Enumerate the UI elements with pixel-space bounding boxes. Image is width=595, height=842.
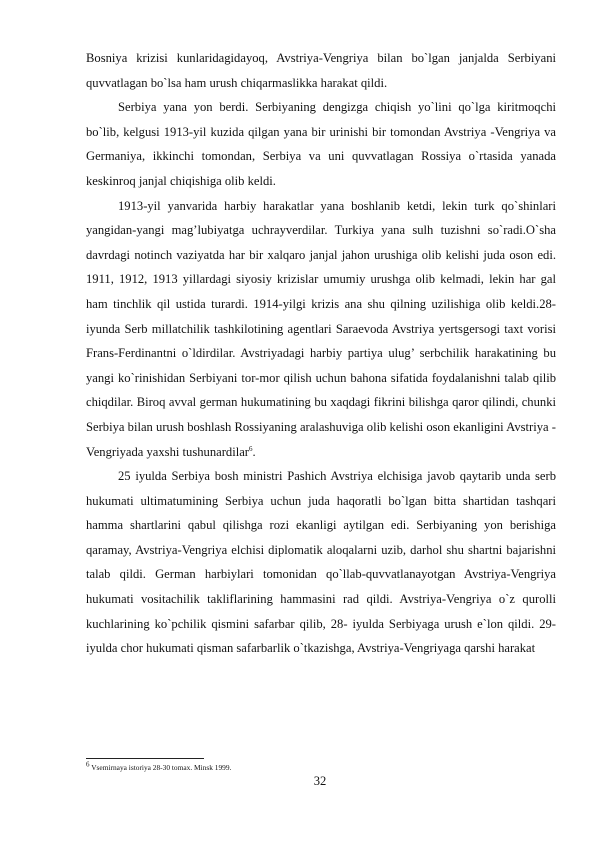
footnote [86,760,232,773]
paragraph-3 [86,194,556,465]
footnote-divider [86,758,204,759]
document-body [86,46,556,661]
page-number: 32 [313,774,327,788]
paragraph-2: Serbiya yana yon berdi. Serbiyaning dengizga chiqish yo`lini qo`lga kiritmoqchi bo`lib, kelgusi 1913-yil kuzida qilgan yana bir urinishi bir tomondan Avstriya -Vengriya va Germaniya, ikkinchi tomondan, Serbiya va uni quvvatlagan Rossiya o`rtasida yanada keskinroq janjal chiqishiga olib keldi. [86,100,556,188]
paragraph-3-end: . [252,444,256,459]
footnote-number: 6 [86,760,90,769]
paragraph-1: Bosniya krizisi kunlaridagidayoq, Avstriya-Vengriya bilan bo`lgan janjalda Serbiyani quvvatlagan bo`lsa ham urush chiqarmaslikka harakat qildi. [86,51,556,90]
footnote-reference[interactable]: 6 [248,444,253,453]
paragraph-3-text: 1913-yil yanvarida harbiy harakatlar yana boshlanib ketdi, lekin turk qo`shinlari yangidan-yangi mag’lubiyatga uchrayverdilar. Turkiya yana sulh tuzishni so`radi.O`sha davrdagi notinch vaziyatda har bir xalqaro janjal jahon urushiga olib kelishi juda oson edi. 1911, 1912, 1913 yillardagi siyosiy krizislar umumiy urushga olib kelmadi, lekin har gal ham tinchlik qil ustida turardi. 1914-yilgi krizis ana shu qilning uzilishiga olib keldi.28-iyunda Serb millatchilik tashkilotining agentlari Saraevoda Avstriya yertsgersogi taxt vorisi Frans-Ferdinantni o`ldirdilar. Avstriyadagi harbiy partiya ulug’ serbchilik harakatining bu yangi ko`rinishidan Serbiyani tor-mor qilish uchun bahona sifatida foydalanishni talab qilib chiqdilar. Biroq avval german hukumatining bu xaqdagi fikrini bilishga qaror qilindi, chunki Serbiya bilan urush boshlash Rossiyaning aralashuviga olib kelishi oson ekanligini Avstriya - Vengriyada yaxshi tushunardilar [86,198,556,459]
paragraph-4: 25 iyulda Serbiya bosh ministri Pashich Avstriya elchisiga javob qaytarib unda serb hukumati ultimatumining Serbiya uchun juda haqoratli bo`lgan bitta shartidan tashqari hamma shartlarini qabul qilishga rozi ekanligi aytilgan edi. Serbiyaning yon berishiga qaramay, Avstriya-Vengriya elchisi diplomatik aloqalarni uzib, darhol shu shartni bajarishni talab qildi. German harbiylari tomonidan qo`llab-quvvatlanayotgan Avstriya-Vengriya hukumati vositachilik takliflarining hammasini rad qildi. Avstriya-Vengriya o`z qurolli kuchlarining ko`pchilik qismini safarbar qilib, 28- iyulda Serbiyaga urush e`lon qildi. 29- iyulda chor hukumati qisman safarbarlik o`tkazishga, Avstriya-Vengriyaga qarshi harakat [86,469,556,656]
footnote-text: Vsemirnaya istoriya 28-30 tomax. Minsk 1999. [91,763,232,772]
